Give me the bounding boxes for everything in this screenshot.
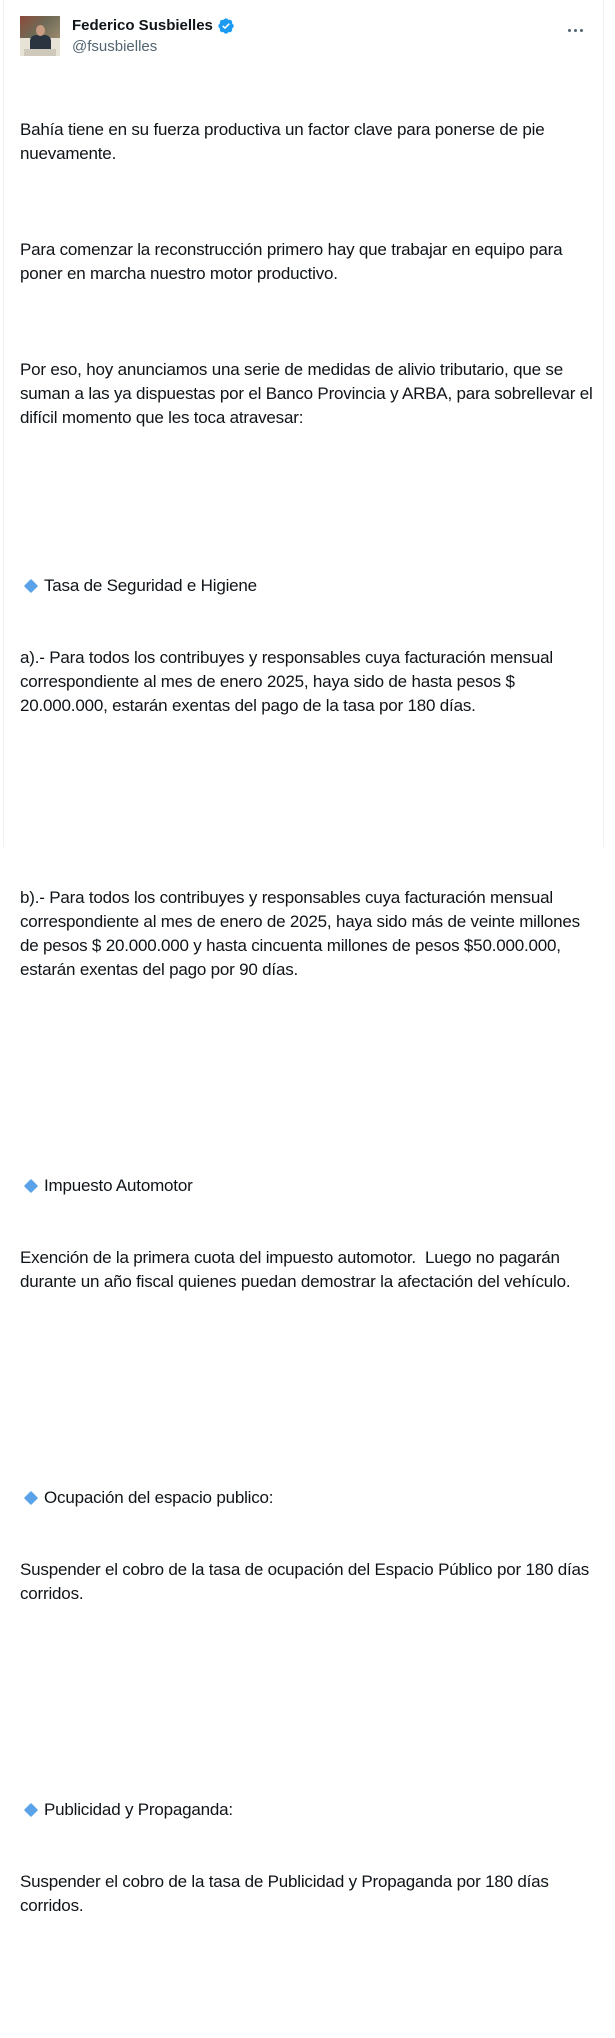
more-horizontal-icon — [568, 29, 571, 32]
section-seguridad-higiene-b — [20, 838, 600, 1030]
intro-paragraph-3: Por eso, hoy anunciamos una serie de medidas de alivio tributario, que se suman a las ya dispuestas por el Banco Provincia y ARBA, para sobrellevar el difícil momento que les toca atravesar: — [20, 360, 598, 427]
section-title: Publicidad y Propaganda: — [20, 1798, 600, 1822]
author-info — [72, 16, 235, 57]
small-blue-diamond-icon — [24, 579, 38, 593]
section-espacio-publico — [20, 1438, 600, 1654]
section-title: Impuesto Automotor — [20, 1174, 600, 1198]
small-blue-diamond-icon — [24, 1179, 38, 1193]
section-item: b).- Para todos los contribuyes y responsables cuya facturación mensual correspondiente al mes de enero de 2025, haya sido más de veinte millones de pesos $ 20.000.000 y hasta cincuenta millones de pesos $50.000.000, estarán exentas del pago por 90 días. — [20, 888, 585, 979]
intro-paragraph-1: Bahía tiene en su fuerza productiva un factor clave para ponerse de pie nuevamente. — [20, 120, 550, 163]
section-seguridad-higiene — [20, 526, 600, 766]
avatar[interactable] — [20, 16, 60, 56]
verified-badge-icon[interactable] — [217, 17, 235, 35]
post-card — [3, 0, 604, 1915]
section-item: Suspender el cobro de la tasa de Publicidad y Propaganda por 180 días corridos. — [20, 1872, 554, 1915]
post-text — [20, 70, 600, 2038]
small-blue-diamond-icon — [24, 1491, 38, 1505]
author-handle[interactable]: @fsusbielles — [72, 38, 158, 55]
section-publicidad — [20, 1750, 600, 1966]
section-title: Tasa de Seguridad e Higiene — [20, 574, 600, 598]
more-options-button[interactable] — [563, 20, 587, 40]
section-item: Exención de la primera cuota del impuesto automotor. Luego no pagarán durante un año fiscal quienes puedan demostrar la afectación del vehículo. — [20, 1248, 571, 1291]
section-impuesto-automotor — [20, 1126, 600, 1342]
section-title: Ocupación del espacio publico: — [20, 1486, 600, 1510]
small-blue-diamond-icon — [24, 1803, 38, 1817]
author-display-name[interactable]: Federico Susbielles — [72, 17, 213, 34]
section-item: a).- Para todos los contribuyes y responsables cuya facturación mensual correspondiente al mes de enero 2025, haya sido de hasta pesos $ 20.000.000, estarán exentas del pago de la tasa por 180 días. — [20, 648, 558, 715]
intro-paragraph-2: Para comenzar la reconstrucción primero hay que trabajar en equipo para poner en marcha nuestro motor productivo. — [20, 240, 567, 283]
section-item: Suspender el cobro de la tasa de ocupación del Espacio Público por 180 días corridos. — [20, 1560, 594, 1603]
post-header — [20, 16, 587, 60]
